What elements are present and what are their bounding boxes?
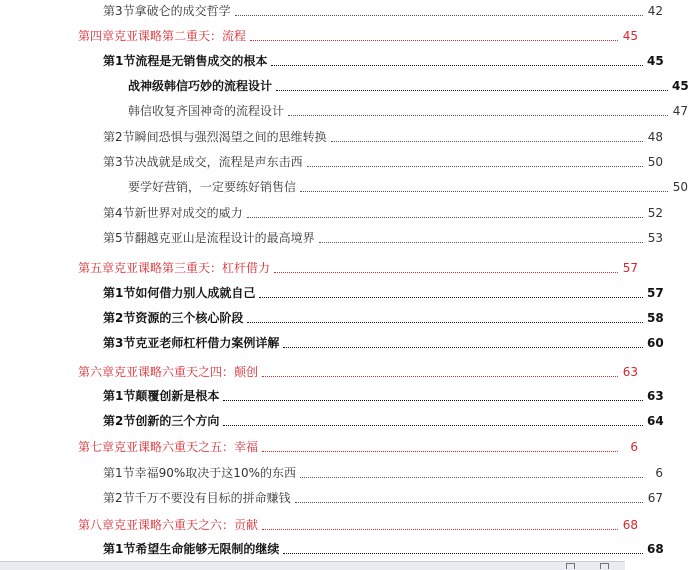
toc-section-entry[interactable] [0,152,663,172]
toc-section-entry[interactable] [0,127,663,147]
dot-leader [262,450,618,452]
toc-chapter-entry[interactable] [0,437,638,457]
toc-section-entry[interactable] [0,51,663,71]
toc-page-number: 50 [672,180,688,194]
toc-page-number: 67 [647,491,663,505]
toc-section-entry[interactable] [0,76,688,96]
dot-leader [295,501,643,503]
dot-leader [307,165,643,167]
toc-entry-title: 第1节颠覆创新是根本 [103,389,220,403]
toc-entry-title: 第4节新世界对成交的威力 [103,206,243,220]
toc-page-number: 53 [647,231,663,245]
toc-page-number: 45 [672,79,689,93]
toc-entry-title: 第2节资源的三个核心阶段 [103,311,244,325]
toc-page-number: 63 [622,365,638,379]
toc-entry-title: 第八章克亚课略六重天之六：贡献 [78,518,259,532]
toc-section-entry[interactable] [0,411,663,431]
dot-leader [276,89,668,91]
toc-chapter-entry[interactable] [0,515,638,535]
toc-page-number: 68 [647,542,664,556]
toc-page-number: 6 [655,466,663,480]
status-bar [0,561,625,570]
toc-page-number: 57 [647,286,664,300]
toc-section-entry[interactable] [0,1,663,21]
toc-page-number: 47 [672,104,688,118]
toc-page-number: 63 [647,389,664,403]
toc-section-entry[interactable] [0,283,663,303]
toc-entry-title: 第2节创新的三个方向 [103,414,220,428]
toc-entry-title: 韩信收复齐国神奇的流程设计 [128,104,285,118]
toc-section-entry[interactable] [0,308,663,328]
toc-section-entry[interactable] [0,333,663,353]
dot-leader [288,114,668,116]
toc-section-entry[interactable] [0,488,663,508]
dot-leader [235,14,643,16]
toc-page-number: 57 [622,261,638,275]
toc-entry-title: 战神级韩信巧妙的流程设计 [128,79,273,93]
toc-entry-title: 要学好营销，一定要练好销售信 [128,180,297,194]
toc-entry-title: 第2节千万不要没有目标的拼命赚钱 [103,491,291,505]
toc-section-entry[interactable] [0,463,663,483]
toc-entry-title: 第六章克亚课略六重天之四：颠创 [78,365,259,379]
dot-leader [262,375,618,377]
toc-page-number: 50 [647,155,663,169]
toc-page-number: 48 [647,130,663,144]
dot-leader [271,64,643,66]
dot-leader [300,476,643,478]
toc-page-number: 64 [647,414,664,428]
toc-entry-title: 第2节瞬间恐惧与强烈渴望之间的思维转换 [103,130,327,144]
dot-leader [274,271,618,273]
dot-leader [259,296,643,298]
toc-page-number: 45 [622,29,638,43]
toc-entry-title: 第3节拿破仑的成交哲学 [103,4,231,18]
toc-entry-title: 第四章克亚课略第二重天：流程 [78,29,247,43]
dot-leader [223,424,643,426]
dot-leader [283,346,643,348]
toc-page-number: 58 [647,311,664,325]
page-view-icon[interactable] [566,563,575,569]
dot-leader [223,399,643,401]
toc-page-number: 52 [647,206,663,220]
toc-section-entry[interactable] [0,101,688,121]
toc-chapter-entry[interactable] [0,26,638,46]
dot-leader [247,216,643,218]
toc-chapter-entry[interactable] [0,258,638,278]
toc-entry-title: 第1节幸福90%取决于这10%的东西 [103,466,296,480]
toc-section-entry[interactable] [0,228,663,248]
toc-entry-title: 第1节流程是无销售成交的根本 [103,54,268,68]
toc-page-number: 6 [630,440,638,454]
dot-leader [319,241,643,243]
toc-page-number: 60 [647,336,664,350]
toc-entry-title: 第五章克亚课略第三重天：杠杆借力 [78,261,271,275]
dot-leader [247,321,643,323]
toc-chapter-entry[interactable] [0,362,638,382]
dot-leader [300,190,668,192]
layout-view-icon[interactable] [600,563,609,569]
toc-section-entry[interactable] [0,539,663,559]
dot-leader [331,140,643,142]
toc-section-entry[interactable] [0,177,688,197]
dot-leader [262,528,618,530]
toc-entry-title: 第5节翻越克亚山是流程设计的最高境界 [103,231,315,245]
toc-entry-title: 第七章克亚课略六重天之五：幸福 [78,440,259,454]
dot-leader [250,39,618,41]
toc-page-number: 42 [647,4,663,18]
toc-page-number: 45 [647,54,664,68]
toc-page-number: 68 [622,518,638,532]
toc-entry-title: 第3节决战就是成交，流程是声东击西 [103,155,303,169]
dot-leader [283,552,643,554]
toc-entry-title: 第1节希望生命能够无限制的继续 [103,542,280,556]
toc-section-entry[interactable] [0,386,663,406]
toc-entry-title: 第1节如何借力别人成就自己 [103,286,256,300]
toc-entry-title: 第3节克亚老师杠杆借力案例详解 [103,336,280,350]
toc-section-entry[interactable] [0,203,663,223]
